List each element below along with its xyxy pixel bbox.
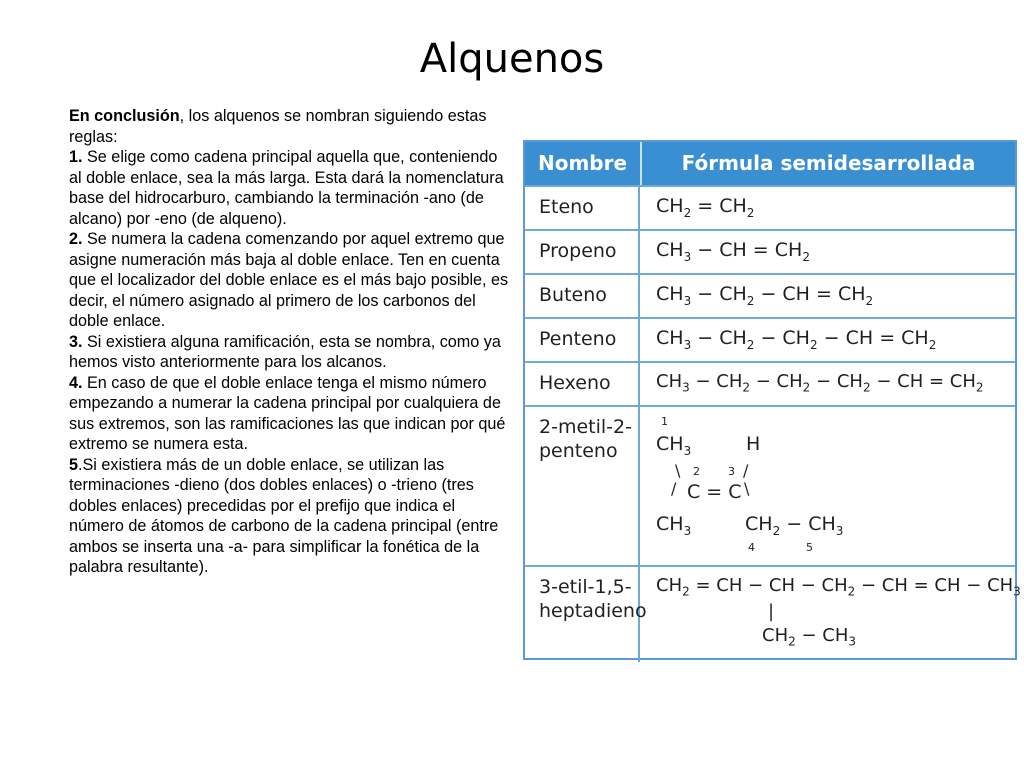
header-formula: Fórmula semidesarrollada [681,151,976,175]
atom-group: $CH_2 - CH_3$ [745,513,844,538]
row-formula: $CH_3$ − CH = $CH_2$ [656,239,810,264]
rule-2 [69,229,509,332]
row-name: Propeno [525,231,640,275]
rule-text: En caso de que el doble enlace tenga el mismo número empezando a numerar la cadena principal por cualquiera de sus extremos, son las ramificaciones las que indican por qué extremo se numera esta. [69,373,506,453]
row-formula: $CH_3 - CH_2 - CH_2 - CH_2$ − CH = $CH_2$ [656,371,984,395]
rule-5 [69,455,509,578]
bond: | [768,601,775,622]
atom-group: $CH_2 - CH_3$ [762,625,857,649]
rule-number: 3. [69,332,83,351]
intro-bold: En conclusión [69,107,180,125]
bond: \ [675,461,681,480]
table-row [525,273,1015,319]
table-row [525,185,1015,231]
row-formula: $CH_2$ = CH − CH − $CH_2$ − CH = CH − $CH_3$ [656,575,1021,599]
atom-group: $CH_3$ [656,513,692,538]
rule-number: 1. [69,148,83,166]
intro-text: , los alquenos se nombran siguiendo estas reglas: [69,107,487,146]
atom-group: H [746,433,761,455]
table-row [525,229,1015,275]
rule-number: 5 [69,455,79,474]
row-name: Eteno [525,187,640,231]
row-name: Penteno [525,319,640,363]
atom-group: $CH_3$ [656,433,692,458]
rule-number: 2. [69,230,83,248]
rule-1 [69,147,509,229]
rule-4 [69,373,509,455]
row-name: 2-metil-2-penteno [525,407,640,567]
table-row [525,565,1021,662]
alkene-formula-table [523,140,1021,660]
slide-title: Alquenos [419,36,605,82]
locant: 1 [661,415,668,428]
row-name: Buteno [525,275,640,319]
locant: 4 [748,541,755,554]
bond: / [743,461,749,480]
header-name: Nombre [525,142,642,185]
intro-paragraph [69,106,509,147]
rule-number: 4. [69,373,83,392]
locant: 3 [728,465,735,478]
rule-3 [69,332,509,373]
atom-group: C = C [687,481,742,503]
rule-text: Se numera la cadena comenzando por aquel extremo que asigne numeración más baja al doble enlace. Ten en cuenta que el localizador del doble enlace es el más bajo posible, es decir, el número asignado al primero de los carbonos del doble enlace. [69,230,509,330]
rule-text: Se elige como cadena principal aquella que, conteniendo al doble enlace, sea la más larga. Esta dará la nomenclatura base del hidrocarburo, cambiando la terminación -ano (de alcano) por -eno (de alqueno). [69,148,504,228]
bond: \ [744,479,750,498]
bond: / [671,479,677,498]
row-name: Hexeno [525,363,640,407]
table-row [525,317,1015,363]
rule-text: .Si existiera más de un doble enlace, se utilizan las terminaciones -dieno (dos dobles enlaces) o -trieno (tres dobles enlaces) precedidas por el prefijo que indica el número de átomos de carbono de la cadena principal (entre ambos se inserta una -a- para simplificar la fonética de la palabra resultante). [69,455,499,576]
locant: 5 [806,541,813,554]
locant: 2 [693,465,700,478]
table-row [525,405,1015,567]
table-row [525,361,1015,407]
row-name: 3-etil-1,5-heptadieno [525,567,640,662]
table-header [525,142,1015,185]
row-formula: $CH_2 = CH_2$ [656,195,755,220]
row-formula: $CH_3 - CH_2$ − CH = $CH_2$ [656,283,874,308]
rule-text: Si existiera alguna ramificación, esta se nombra, como ya hemos visto anteriormente para los alcanos. [69,332,501,371]
row-formula: $CH_3 - CH_2 - CH_2$ − CH = $CH_2$ [656,327,937,352]
body-text [69,106,509,578]
